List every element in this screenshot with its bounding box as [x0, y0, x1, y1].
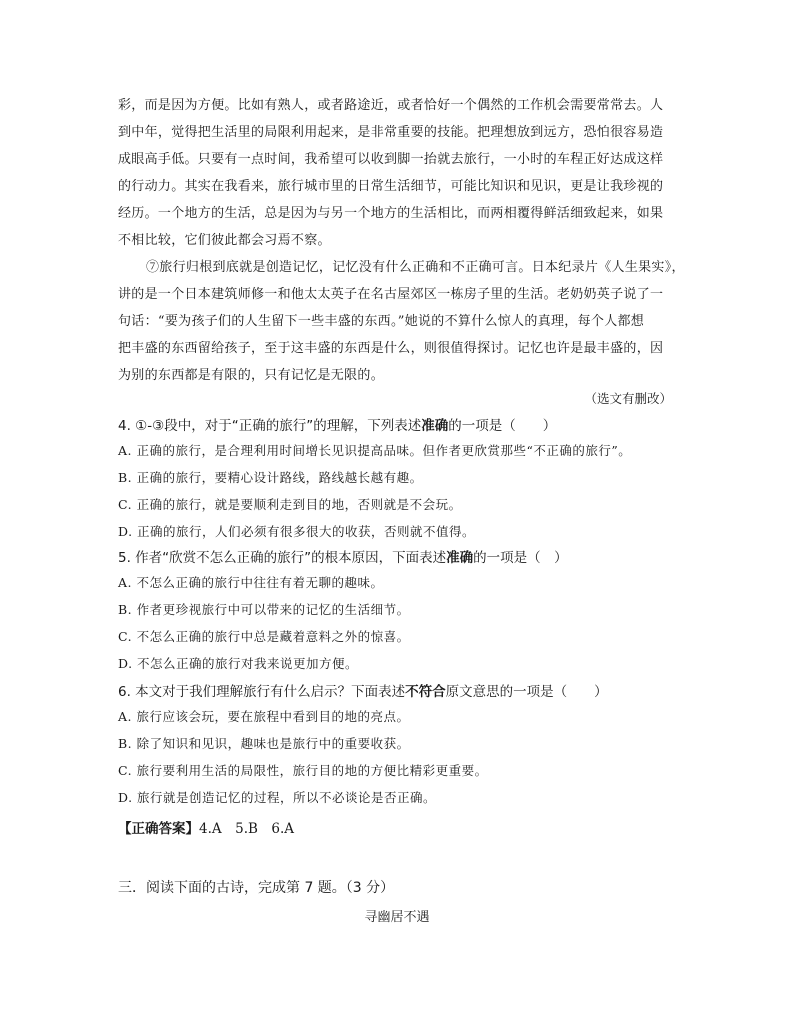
- passage-line: 为别的东西都是有限的，只有记忆是无限的。: [118, 368, 385, 383]
- question-stem: 6. 本文对于我们理解旅行有什么启示？下面表述不符合原文意思的一项是（ ）: [118, 684, 608, 700]
- option-b: B. 正确的旅行，要精心设计路线，路线越长越有趣。: [118, 470, 423, 485]
- answer-tag: 【正确答案】: [118, 821, 199, 837]
- option-a: A. 不怎么正确的旅行中往往有着无聊的趣味。: [118, 575, 384, 590]
- option-c: C. 旅行要利用生活的局限性，旅行目的地的方便比精彩更重要。: [118, 763, 488, 778]
- option-d: D. 正确的旅行，人们必须有很多很大的收获，否则就不值得。: [118, 524, 476, 539]
- passage-line: 到中年，觉得把生活里的局限利用起来，是非常重要的技能。把理想放到远方，恐怕很容易造: [118, 125, 664, 140]
- passage-line: 的行动力。其实在我看来，旅行城市里的日常生活细节，可能比知识和见识，更是让我珍视的: [118, 179, 664, 194]
- option-c: C. 正确的旅行，就是要顺利走到目的地，否则就是不会玩。: [118, 497, 462, 512]
- section-heading: 三．阅读下面的古诗，完成第 7 题。（3 分）: [118, 880, 395, 896]
- passage-line: 句话：“要为孩子们的人生留下一些丰盛的东西。”她说的不算什么惊人的真理，每个人都想: [118, 314, 645, 329]
- option-d: D. 旅行就是创造记忆的过程，所以不必谈论是否正确。: [118, 790, 437, 805]
- passage-line: 成眼高手低。只要有一点时间，我希望可以收到脚一抬就去旅行，一小时的车程正好达成这样: [118, 152, 664, 167]
- option-a: A. 旅行应该会玩，要在旅程中看到目的地的亮点。: [118, 709, 410, 724]
- source-note: （选文有删改）: [584, 391, 672, 406]
- question-stem: 4. ①-③段中，对于“正确的旅行”的理解，下列表述准确的一项是（ ）: [118, 418, 557, 434]
- passage-line: 讲的是一个日本建筑师修一和他太太英子在名古屋郊区一栋房子里的生活。老奶奶英子说了一: [118, 287, 664, 302]
- passage-line: 彩，而是因为方便。比如有熟人，或者路途近，或者恰好一个偶然的工作机会需要常常去。人: [118, 98, 664, 113]
- question-stem: 5. 作者“欣赏不怎么正确的旅行”的根本原因，下面表述准确的一项是（ ）: [118, 550, 568, 566]
- answer-text: 4.A 5.B 6.A: [199, 821, 295, 837]
- option-a: A. 正确的旅行，是合理利用时间增长见识提高品味。但作者更欣赏那些“不正确的旅行”。: [118, 443, 632, 458]
- option-b: B. 作者更珍视旅行中可以带来的记忆的生活细节。: [118, 602, 410, 617]
- poem-title: 寻幽居不遇: [364, 910, 430, 925]
- passage-line: 经历。一个地方的生活，总是因为与另一个地方的生活相比，而两相覆得鲜活细致起来，如果: [118, 206, 664, 221]
- option-b: B. 除了知识和见识，趣味也是旅行中的重要收获。: [118, 736, 410, 751]
- passage-line: ⑦旅行归根到底就是创造记忆，记忆没有什么正确和不正确可言。日本纪录片《人生果实》，: [146, 260, 685, 275]
- passage-line: 把丰盛的东西留给孩子，至于这丰盛的东西是什么，则很值得探讨。记忆也许是最丰盛的，因: [118, 341, 664, 356]
- passage-line: 不相比较，它们彼此都会习焉不察。: [118, 233, 331, 248]
- option-c: C. 不怎么正确的旅行中总是藏着意料之外的惊喜。: [118, 629, 410, 644]
- option-d: D. 不怎么正确的旅行对我来说更加方便。: [118, 656, 359, 671]
- answer-key: [118, 817, 294, 837]
